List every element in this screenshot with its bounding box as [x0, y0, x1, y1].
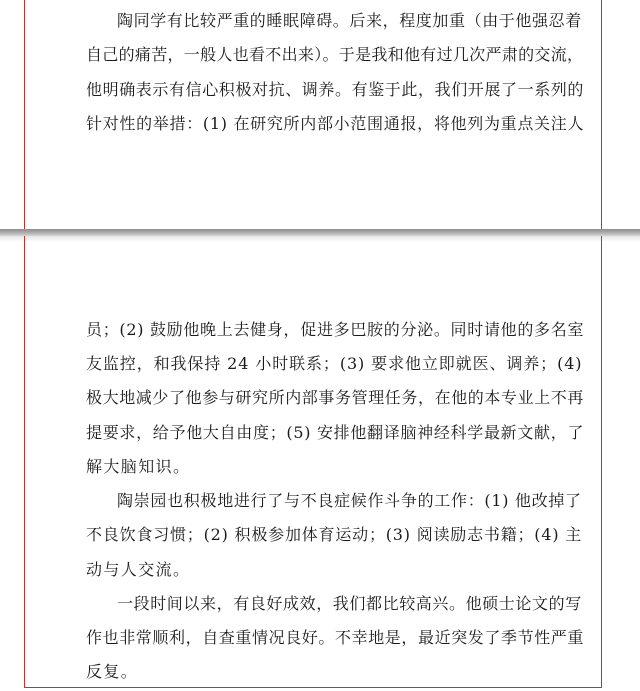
paragraph-line: 陶同学有比较严重的睡眠障碍。后来，程度加重（由于他强忍着 [117, 11, 582, 30]
paragraph-line: 动与人交流。 [86, 560, 191, 579]
paragraph-line: 陶崇园也积极地进行了与不良症候作斗争的工作：(1) 他改掉了 [117, 491, 582, 510]
paragraph-line: 解大脑知识。 [86, 457, 191, 476]
paragraph-line: 针对性的举措：(1) 在研究所内部小范围通报，将他列为重点关注人 [86, 114, 585, 133]
paragraph-line: 反复。 [86, 662, 139, 681]
paragraph-line: 自己的痛苦，一般人也看不出来）。于是我和他有过几次严肃的交流， [86, 45, 584, 64]
paragraph-line: 他明确表示有信心积极对抗、调养。有鉴于此，我们开展了一系列的 [86, 80, 585, 99]
paragraph-line: 极大地减少了他参与研究所内部事务管理任务，在他的本专业上不再 [86, 388, 585, 407]
paragraph-line: 不良饮食习惯；(2) 积极参加体育运动；(3) 阅读励志书籍；(4) 主 [86, 525, 583, 544]
paragraph-line: 员；(2) 鼓励他晚上去健身，促进多巴胺的分泌。同时请他的多名室 [86, 320, 585, 339]
paragraph-line: 提要求，给予他大自由度；(5) 安排他翻译脑神经科学最新文献，了 [86, 423, 585, 442]
paragraph-line: 一段时间以来，有良好成效，我们都比较高兴。他硕士论文的写 [117, 594, 582, 613]
page-break-bar [0, 229, 640, 236]
paragraph-line: 友监控，和我保持 24 小时联系；(3) 要求他立即就医、调养；(4) [86, 354, 583, 373]
paragraph-line: 作也非常顺利，自查重情况良好。不幸地是，最近突发了季节性严重 [86, 628, 585, 647]
